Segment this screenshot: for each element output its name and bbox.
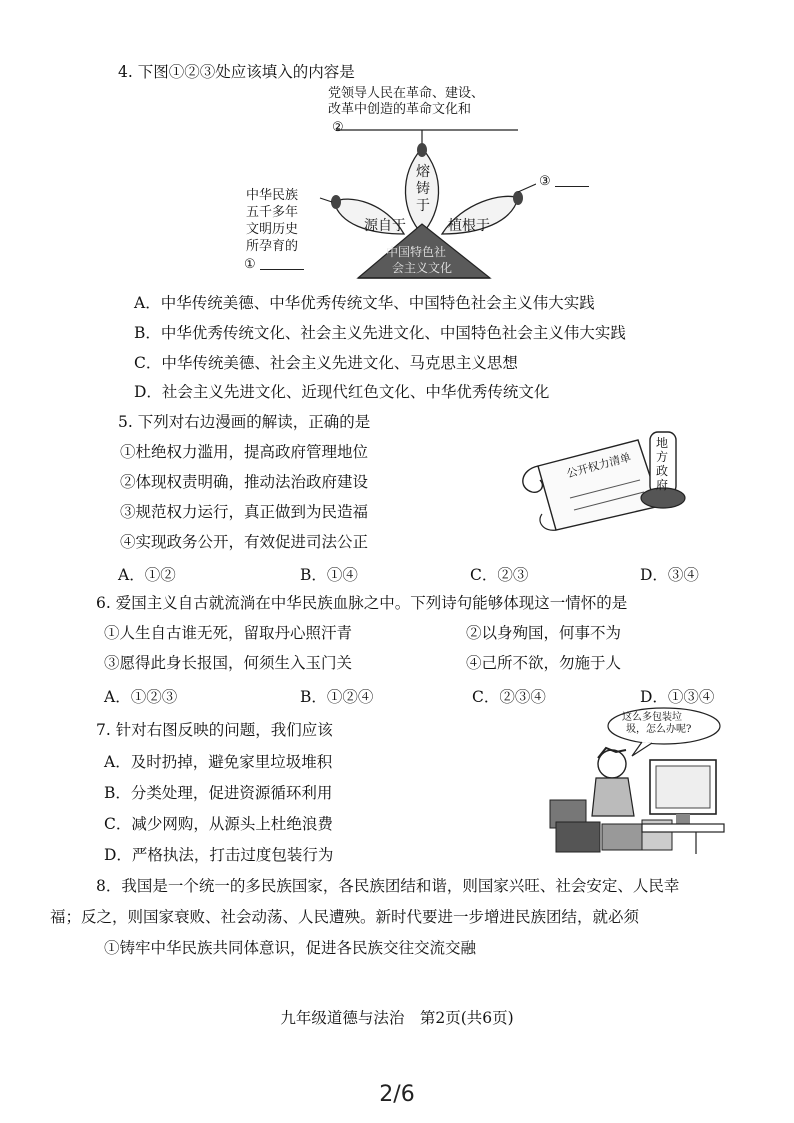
diagram-left-line3: 文明历史 <box>246 222 299 237</box>
diagram-left-line4: 所孕育的 <box>246 239 299 254</box>
diagram-top-text-line1: 党领导人民在革命、建设、 <box>328 86 485 101</box>
q6-stem: 6. 爱国主义自古就流淌在中华民族血脉之中。下列诗句能够体现这一情怀的是 <box>96 594 628 612</box>
scroll-stamp-cartoon <box>510 426 700 536</box>
q5-item-3: ③规范权力运行，真正做到为民造福 <box>120 503 369 521</box>
q8-item-1: ①铸牢中华民族共同体意识，促进各民族交往交流交融 <box>104 939 477 957</box>
petal-left-label: 源自于 <box>364 218 406 234</box>
diagram-left-line2: 五千多年 <box>246 205 299 220</box>
bubble-line2: 圾，怎么办呢? <box>626 724 692 735</box>
q6-option-b: B．①②④ <box>300 688 374 706</box>
q4-diagram <box>236 84 551 284</box>
petal-right-label: 植根于 <box>448 218 490 234</box>
q7-cartoon <box>546 704 726 856</box>
bubble-line1: 这么多包装垃 <box>622 712 682 723</box>
q6-option-d: D．①③④ <box>640 688 715 706</box>
page-indicator: 2/6 <box>379 1082 415 1107</box>
q4-option-c: C．中华传统美德、社会主义先进文化、马克思主义思想 <box>134 354 518 372</box>
q4-option-a: A．中华传统美德、中华优秀传统文华、中国特色社会主义伟大实践 <box>134 294 595 312</box>
diagram-left-line1: 中华民族 <box>246 188 299 203</box>
diagram-blank-3: ③ <box>539 174 551 189</box>
q5-item-2: ②体现权责明确，推动法治政府建设 <box>120 473 369 491</box>
q5-stem: 5. 下列对右边漫画的解读，正确的是 <box>118 413 371 431</box>
stamp-label: 地方政府 <box>656 436 669 492</box>
q6-option-a: A．①②③ <box>104 688 178 706</box>
petal-middle-label: 熔铸于 <box>416 164 430 214</box>
q6-item-2: ②以身殉国，何事不为 <box>466 624 622 642</box>
q8-line-2: 福；反之，则国家衰败、社会动荡、人民遭殃。新时代要进一步增进民族团结，就必须 <box>50 908 640 926</box>
q4-stem: 4. 下图①②③处应该填入的内容是 <box>118 63 355 81</box>
q6-item-3: ③愿得此身长报国，何须生入玉门关 <box>104 654 353 672</box>
q5-item-4: ④实现政务公开，有效促进司法公正 <box>120 533 369 551</box>
q5-option-b: B．①④ <box>300 566 358 584</box>
q5-option-a: A．①② <box>118 566 176 584</box>
q7-option-b: B．分类处理，促进资源循环利用 <box>104 784 333 802</box>
q5-option-d: D．③④ <box>640 566 699 584</box>
q5-item-1: ①杜绝权力滥用，提高政府管理地位 <box>120 443 369 461</box>
diagram-blank-2: ② <box>332 120 344 135</box>
diagram-blank-1: ① <box>244 257 256 272</box>
q8-line-1: 8．我国是一个统一的多民族国家，各民族团结和谐，则国家兴旺、社会安定、人民幸 <box>96 877 680 895</box>
page-footer: 九年级道德与法治 第2页(共6页) <box>280 1009 514 1027</box>
diagram-top-text-line2: 改革中创造的革命文化和 <box>328 102 472 117</box>
base-label-line2: 会主义文化 <box>392 261 453 275</box>
q4-option-b: B．中华优秀传统文化、社会主义先进文化、中国特色社会主义伟大实践 <box>134 324 626 342</box>
scroll-label: 公开权力清单 <box>565 450 633 481</box>
q4-option-d: D．社会主义先进文化、近现代红色文化、中华优秀传统文化 <box>134 383 550 401</box>
q5-cartoon <box>510 426 700 536</box>
q5-option-c: C．②③ <box>470 566 529 584</box>
q6-option-c: C．②③④ <box>472 688 546 706</box>
q6-item-4: ④己所不欲，勿施于人 <box>466 654 622 672</box>
q7-stem: 7. 针对右图反映的问题，我们应该 <box>96 721 333 739</box>
base-label-line1: 中国特色社 <box>386 245 447 259</box>
q7-option-a: A．及时扔掉，避免家里垃圾堆积 <box>104 753 333 771</box>
q7-option-d: D．严格执法，打击过度包装行为 <box>104 846 334 864</box>
q7-option-c: C．减少网购，从源头上杜绝浪费 <box>104 815 333 833</box>
q6-item-1: ①人生自古谁无死，留取丹心照汗青 <box>104 624 353 642</box>
